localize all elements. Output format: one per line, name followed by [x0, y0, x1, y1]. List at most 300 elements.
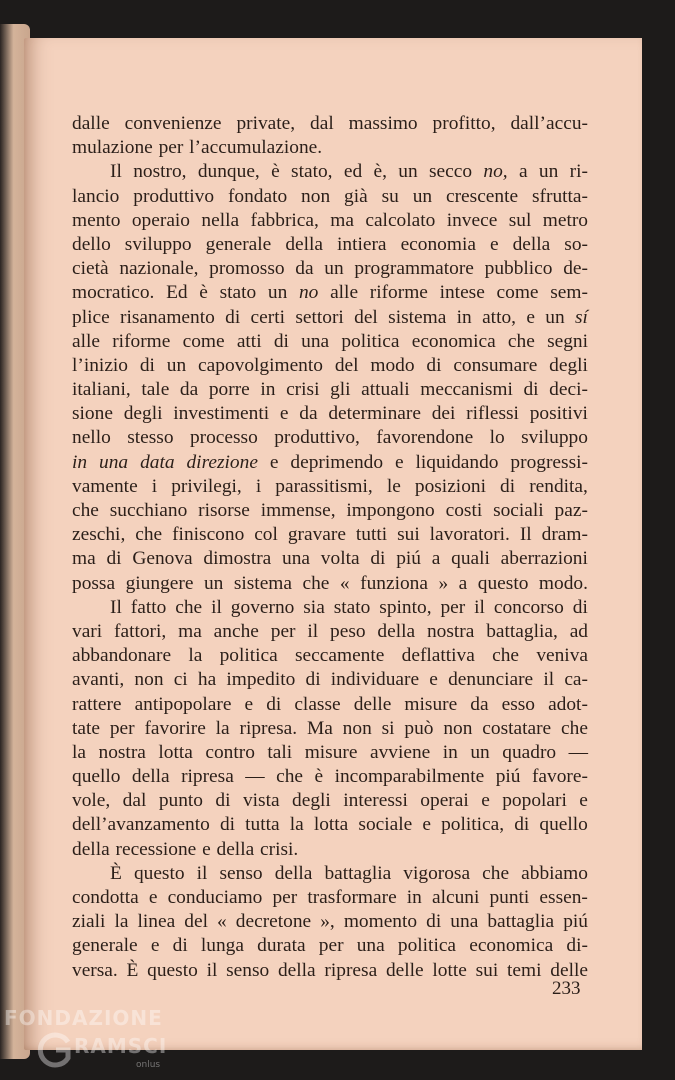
word: che: [492, 645, 520, 667]
word: è,: [373, 161, 387, 183]
word: già: [344, 185, 368, 207]
text-line: [72, 910, 588, 934]
word: intese: [439, 282, 485, 304]
word: può: [404, 717, 434, 739]
text-line: [72, 644, 588, 668]
word: di: [106, 548, 122, 570]
word: modo.: [538, 572, 588, 594]
word: degli: [292, 790, 331, 812]
word: no: [298, 282, 319, 304]
word: no,: [483, 161, 508, 183]
word: di: [305, 669, 321, 691]
word: che: [175, 596, 203, 618]
word: riflessi: [466, 403, 519, 425]
word: crescente: [445, 185, 519, 207]
word: calcolato: [365, 209, 436, 231]
word: ci: [173, 669, 188, 691]
word: e: [244, 693, 254, 715]
word: vista: [242, 790, 280, 812]
word: lunga: [200, 935, 244, 957]
text-line: [72, 112, 588, 136]
word: linea: [137, 911, 176, 933]
word: metro: [542, 209, 588, 231]
word: —: [245, 766, 265, 788]
word: un: [267, 282, 288, 304]
text-line: [72, 378, 588, 402]
word: di-: [566, 935, 588, 957]
word: ha: [197, 669, 217, 691]
word: zeschi,: [72, 524, 126, 546]
gramsci-logo-icon: [34, 1030, 74, 1070]
word: della: [216, 838, 255, 860]
word: economia: [400, 233, 476, 255]
word: stato: [219, 282, 257, 304]
text-line: [72, 693, 588, 717]
text-line: [72, 136, 588, 160]
word: un: [166, 354, 187, 376]
word: che: [302, 572, 330, 594]
word: alle: [72, 330, 100, 352]
word: di: [370, 548, 386, 570]
word: contro: [205, 741, 255, 763]
watermark-line-3: onlus: [136, 1060, 161, 1070]
word: battaglia: [487, 911, 555, 933]
word: e: [489, 233, 499, 255]
word: crisi: [286, 379, 320, 401]
word: parassitismi,: [275, 475, 373, 497]
text-line: [72, 523, 588, 547]
word: denunciare: [448, 669, 534, 691]
word: nello: [72, 427, 111, 449]
word: riforme: [112, 330, 171, 352]
word: e: [279, 403, 289, 425]
word: modo: [370, 354, 415, 376]
word: data: [140, 451, 175, 473]
word: l’inizio: [72, 354, 129, 376]
word: tutta: [245, 814, 280, 836]
word: sociali: [493, 500, 544, 521]
word: Il: [110, 596, 122, 618]
text-line: [72, 306, 588, 330]
word: meccanismi: [420, 379, 513, 401]
word: della: [72, 838, 110, 860]
word: e: [202, 838, 211, 860]
word: dei: [431, 403, 456, 425]
word: sviluppo: [521, 427, 588, 449]
word: della: [131, 766, 170, 788]
word: sistema: [233, 572, 292, 594]
word: sia: [303, 596, 325, 618]
word: del: [184, 911, 208, 933]
word: per: [109, 717, 135, 739]
word: nella: [201, 209, 240, 231]
word: certi: [250, 306, 285, 328]
word: Ed: [166, 282, 188, 304]
word: succhiano: [109, 500, 188, 521]
word: non: [301, 185, 331, 207]
word: cietà: [72, 258, 109, 280]
word: che: [72, 500, 99, 521]
word: generale: [205, 233, 272, 255]
word: dimostra: [203, 548, 272, 570]
word: sul: [508, 209, 532, 231]
word: battaglia: [324, 862, 392, 884]
word: operai: [420, 790, 469, 812]
word: impedito: [226, 669, 296, 691]
word: dal: [122, 790, 147, 812]
word: in: [406, 887, 422, 908]
word: so-: [564, 233, 588, 255]
word: pubblico: [484, 258, 553, 280]
word: determinare: [328, 403, 421, 425]
word: si: [381, 717, 395, 739]
word: del: [354, 306, 378, 328]
word: a: [518, 161, 528, 183]
word: da: [470, 693, 489, 715]
word: di: [139, 354, 155, 376]
word: lancio: [72, 185, 120, 207]
word: porre: [208, 379, 250, 401]
word: antipopolare: [134, 693, 232, 715]
word: a: [458, 572, 468, 594]
word: invece: [446, 209, 498, 231]
word: questo: [133, 862, 185, 884]
word: è: [199, 282, 208, 304]
word: alle: [330, 282, 359, 304]
word: atti: [236, 330, 262, 352]
word: questo: [477, 572, 529, 594]
word: per: [158, 137, 184, 159]
word: dello: [72, 233, 111, 255]
text-line: [72, 862, 588, 886]
word: il: [196, 862, 208, 884]
word: adot-: [548, 693, 588, 715]
word: non: [342, 717, 372, 739]
word: per: [270, 620, 296, 642]
text-line: [72, 354, 588, 378]
word: ad: [569, 620, 588, 642]
word: i: [255, 475, 262, 497]
text-line: [72, 765, 588, 789]
word: momento: [343, 911, 418, 933]
word: politica,: [441, 814, 505, 836]
word: una: [282, 548, 311, 570]
word: il: [206, 959, 218, 981]
word: abbiamo: [521, 862, 588, 884]
word: a: [431, 548, 441, 570]
word: per: [272, 887, 298, 908]
word: tutti: [355, 524, 388, 546]
word: processo: [189, 427, 258, 449]
word: non: [443, 717, 473, 739]
word: di: [572, 596, 588, 618]
word: che: [482, 862, 510, 884]
word: atto,: [482, 306, 517, 328]
text-line: [72, 451, 588, 475]
word: individuare: [330, 669, 420, 691]
text-line: [72, 572, 588, 596]
word: senso: [226, 959, 270, 981]
word: un: [538, 161, 559, 183]
watermark-line-1: FONDAZIONE: [4, 1006, 163, 1030]
word: profitto,: [432, 113, 496, 134]
word: da: [295, 258, 314, 280]
word: mocratico.: [72, 282, 155, 304]
word: lotta: [158, 741, 193, 763]
word: fattori,: [114, 620, 167, 642]
word: gli: [330, 379, 351, 401]
word: Ma: [306, 717, 333, 739]
text-line: [72, 959, 588, 983]
word: privilegi,: [171, 475, 242, 497]
word: abbandonare: [72, 645, 172, 667]
text-line: [72, 281, 588, 305]
word: liquidando: [415, 451, 499, 473]
word: nostra: [98, 741, 146, 763]
word: la: [72, 741, 86, 763]
word: per: [318, 935, 344, 957]
word: della: [377, 620, 416, 642]
word: stesso: [127, 427, 174, 449]
word: senso: [219, 862, 263, 884]
word: battaglia,: [486, 620, 558, 642]
word: rendita,: [529, 475, 588, 497]
word: È: [110, 862, 122, 884]
word: dall’accu-: [510, 113, 588, 134]
word: di: [500, 475, 516, 497]
word: quello: [72, 766, 121, 788]
word: paz-: [554, 500, 588, 521]
word: fondato: [227, 185, 288, 207]
word: favore-: [531, 766, 588, 788]
text-line: [72, 547, 588, 571]
word: quali: [451, 548, 490, 570]
word: »,: [320, 911, 335, 933]
word: del: [334, 354, 359, 376]
word: un: [545, 306, 565, 328]
fondazione-gramsci-watermark: [4, 1006, 184, 1076]
word: sui: [397, 524, 420, 546]
word: che: [561, 717, 588, 739]
word: ed: [343, 161, 363, 183]
word: spinto,: [379, 596, 432, 618]
word: impongono: [346, 500, 435, 521]
word: direzione: [186, 451, 258, 473]
word: dell’avanzamento: [72, 814, 210, 836]
text-line: [72, 257, 588, 281]
word: decretone: [235, 911, 312, 933]
word: piú: [495, 766, 521, 788]
word: intiera: [337, 233, 387, 255]
word: una: [301, 330, 330, 352]
word: ma: [178, 620, 202, 642]
word: il: [543, 669, 555, 691]
word: la: [289, 814, 304, 836]
word: economica: [411, 330, 496, 352]
word: ripresa: [181, 766, 234, 788]
word: quello: [539, 814, 588, 836]
word: per: [440, 596, 466, 618]
word: convenienze: [124, 113, 222, 134]
word: in: [456, 306, 472, 328]
text-line: [72, 475, 588, 499]
word: Genova: [132, 548, 193, 570]
text-line: [72, 209, 588, 233]
word: come: [182, 330, 225, 352]
word: in: [260, 379, 276, 401]
word: la: [215, 717, 230, 739]
word: deflattiva: [401, 645, 475, 667]
text-line: [72, 620, 588, 644]
word: di: [514, 814, 530, 836]
text-line: [72, 668, 588, 692]
word: È: [126, 959, 139, 981]
word: fabbrica,: [250, 209, 319, 231]
word: in: [72, 451, 88, 473]
word: degli: [549, 354, 588, 376]
word: interessi: [343, 790, 408, 812]
word: di: [273, 330, 289, 352]
word: volta: [320, 548, 360, 570]
word: stato,: [291, 161, 333, 183]
word: politica: [397, 935, 457, 957]
word: deci-: [549, 379, 588, 401]
word: conduciamo: [167, 887, 263, 908]
word: produttivo,: [274, 427, 360, 449]
word: massimo: [348, 113, 418, 134]
word: secco: [429, 161, 473, 183]
word: degli: [123, 403, 163, 425]
word: avviene: [369, 741, 431, 763]
word: giungere: [125, 572, 194, 594]
word: dalle: [72, 113, 110, 134]
text-line: [72, 838, 588, 862]
word: possa: [72, 572, 116, 594]
word: e: [526, 306, 535, 328]
word: ripresa: [324, 959, 378, 981]
word: stato: [333, 596, 371, 618]
text-line: [72, 934, 588, 958]
word: generale: [72, 935, 138, 957]
word: vigorosa: [403, 862, 471, 884]
word: anche: [213, 620, 259, 642]
word: deprimendo: [290, 451, 384, 473]
text-line: [72, 330, 588, 354]
word: della: [274, 862, 313, 884]
word: piú: [396, 548, 421, 570]
word: segni: [547, 330, 588, 352]
word: programmatore: [354, 258, 474, 280]
word: vari: [72, 620, 103, 642]
word: e: [150, 935, 160, 957]
word: «: [217, 911, 227, 933]
word: de-: [563, 258, 588, 280]
word: —: [568, 741, 588, 763]
word: ri-: [569, 161, 588, 183]
word: rattere: [72, 693, 122, 715]
word: di: [426, 354, 442, 376]
word: sviluppo: [124, 233, 192, 255]
word: e: [429, 669, 438, 691]
word: nostra: [426, 620, 475, 642]
word: produttivo: [133, 185, 215, 207]
word: punto: [158, 790, 203, 812]
word: la: [188, 645, 203, 667]
word: e: [579, 790, 588, 812]
word: »: [438, 572, 449, 594]
word: di: [266, 693, 282, 715]
word: le: [386, 475, 401, 497]
word: un: [203, 572, 224, 594]
word: vole,: [72, 790, 111, 812]
text-line: [72, 160, 588, 184]
word: quadro: [502, 741, 557, 763]
word: e: [394, 451, 404, 473]
word: di: [172, 935, 188, 957]
word: di: [225, 306, 241, 328]
word: tali: [267, 741, 293, 763]
word: trasformare: [307, 887, 397, 908]
word: essen-: [539, 887, 588, 908]
word: misure: [404, 693, 458, 715]
word: questo: [147, 959, 198, 981]
word: lotte: [432, 959, 467, 981]
word: sistema: [388, 306, 447, 328]
word: capovolgimento: [198, 354, 323, 376]
word: mento: [72, 209, 121, 231]
word: sione: [72, 403, 113, 425]
word: e: [481, 790, 490, 812]
word: attuali: [361, 379, 410, 401]
word: condotta: [72, 887, 139, 908]
word: è: [271, 161, 280, 183]
word: ca-: [564, 669, 588, 691]
word: nostro,: [133, 161, 187, 183]
word: sociale: [358, 814, 413, 836]
text-line: [72, 813, 588, 837]
word: dram-: [541, 524, 588, 546]
text-line: [72, 717, 588, 741]
word: ripresa.: [239, 717, 298, 739]
word: come: [496, 282, 539, 304]
text-line: [72, 402, 588, 426]
word: fatto: [130, 596, 167, 618]
word: promosso: [209, 258, 285, 280]
word: investimenti: [173, 403, 270, 425]
word: consumare: [453, 354, 538, 376]
text-line: [72, 886, 588, 910]
word: plice: [72, 306, 110, 328]
word: vamente: [72, 475, 138, 497]
word: lo: [489, 427, 505, 449]
word: durata: [257, 935, 306, 957]
word: Il: [519, 524, 532, 546]
word: versa.: [72, 959, 118, 981]
word: delle: [385, 959, 424, 981]
word: una: [99, 451, 129, 473]
word: misure: [304, 741, 358, 763]
word: risorse: [198, 500, 250, 521]
word: operaio: [131, 209, 191, 231]
word: il: [474, 596, 485, 618]
word: ma: [330, 209, 354, 231]
word: politica: [341, 330, 400, 352]
word: di: [523, 379, 539, 401]
word: crisi.: [260, 838, 299, 860]
word: una: [356, 935, 385, 957]
word: progressi-: [510, 451, 588, 473]
word: l’accumulazione.: [189, 137, 323, 159]
